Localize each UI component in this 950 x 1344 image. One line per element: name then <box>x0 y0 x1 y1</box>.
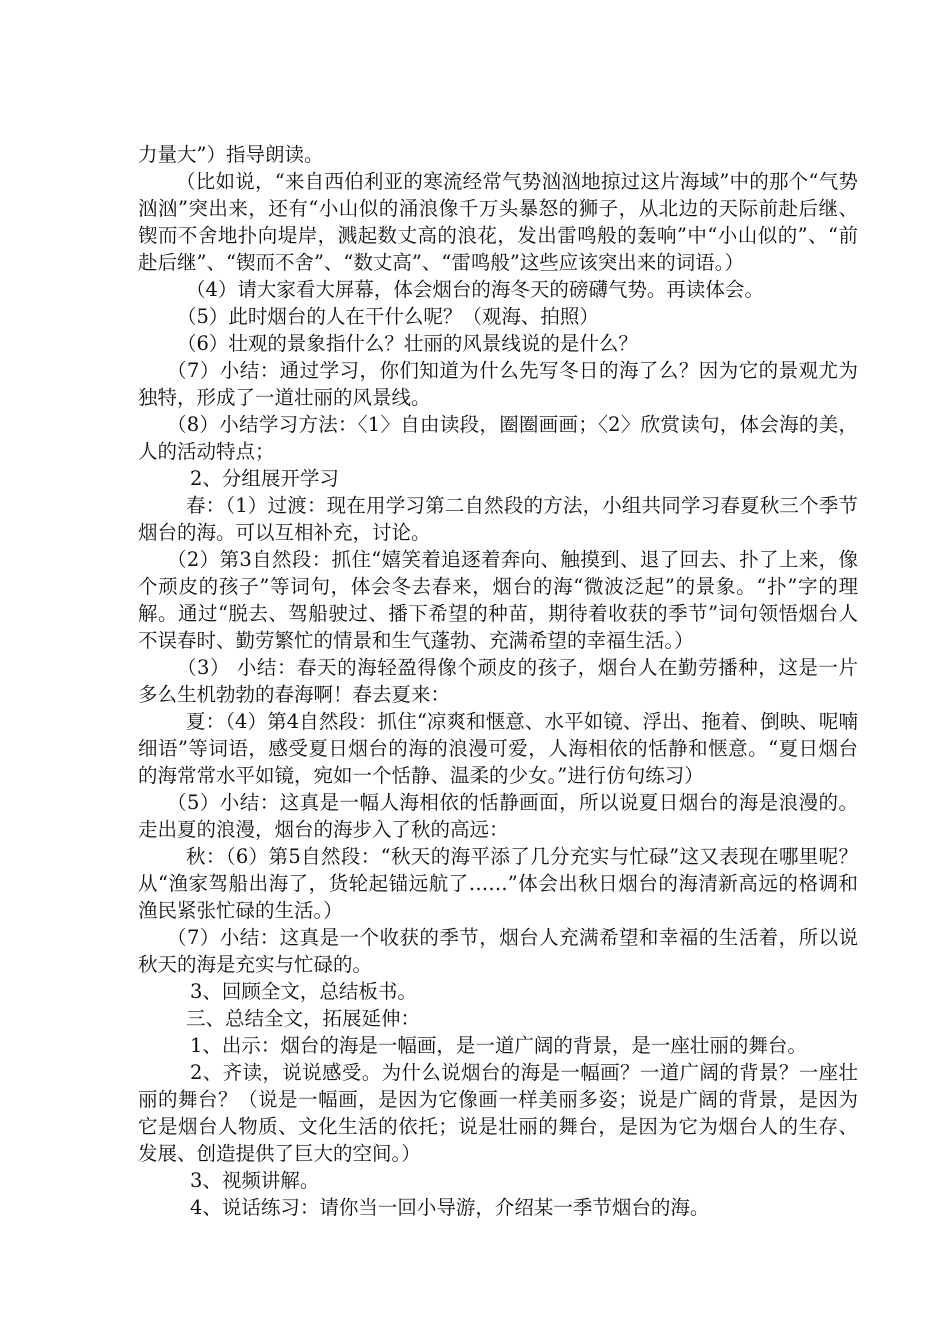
paragraph-1: 力量大”）指导朗读。 <box>138 143 324 166</box>
paragraph-7: （8）小结学习方法：〈1〉自由读段，圈圈画画；〈2〉欣赏读句，体会海的美，人的活动特点； <box>138 413 858 463</box>
paragraph-21: 4、说话练习：请你当一回小导游，介绍某一季节烟台的海。 <box>190 1196 710 1219</box>
paragraph-5: （6）壮观的景象指什么？壮丽的风景线说的是什么？ <box>177 332 638 355</box>
paragraph-9: 春：（1）过渡：现在用学习第二自然段的方法，小组共同学习春夏秋三个季节烟台的海。可以互相补充，讨论。 <box>138 494 858 544</box>
paragraph-11: （3） 小结：春天的海轻盈得像个顽皮的孩子，烟台人在勤劳播种，这是一片多么生机勃勃的春海啊！春去夏来： <box>138 656 858 706</box>
paragraph-20: 3、视频讲解。 <box>190 1169 320 1192</box>
paragraph-19: 2、齐读，说说感受。为什么说烟台的海是一幅画？一道广阔的背景？一座壮丽的舞台？（说是一幅画，是因为它像画一样美丽多姿；说是广阔的背景，是因为它是烟台人物质、文化生活的依托；说是壮丽的舞台，是因为它为烟台人的生存、发展、创造提供了巨大的空间。） <box>138 1061 858 1165</box>
paragraph-10: （2）第3自然段：抓住“嬉笑着追逐着奔向、触摸到、退了回去、扑了上来，像个顽皮的孩子”等词句，体会冬去春来，烟台的海“微波泛起”的景象。“扑”字的理解。通过“脱去、驾船驶过、播下希望的种苗，期待着收获的季节”词句领悟烟台人不误春时、勤劳繁忙的情景和生气蓬勃、充满希望的幸福生活。） <box>138 548 858 652</box>
paragraph-2: （比如说，“来自西伯利亚的寒流经常气势汹汹地掠过这片海域”中的那个“气势汹汹”突出来，还有“小山似的涌浪像千万头暴怒的狮子，从北边的天际前赴后继、锲而不舍地扑向堤岸，溅起数丈高的浪花，发出雷鸣般的轰响”中“小山似的”、“前赴后继”、“锲而不舍”、“数丈高”、“雷鸣般”这些应该突出来的词语。） <box>138 170 858 274</box>
paragraph-3: （4）请大家看大屏幕，体会烟台的海冬天的磅礴气势。再读体会。 <box>186 278 764 301</box>
paragraph-6: （7）小结：通过学习，你们知道为什么先写冬日的海了么？因为它的景观尤为独特，形成了一道壮丽的风景线。 <box>138 359 858 409</box>
paragraph-12: 夏：（4）第4自然段：抓住“凉爽和惬意、水平如镜、浮出、拖着、倒映、呢喃细语”等词语，感受夏日烟台的海的浪漫可爱，人海相依的恬静和惬意。“夏日烟台的海常常水平如镜，宛如一个恬静、温柔的少女。”进行仿句练习） <box>138 710 858 787</box>
paragraph-14: 秋：（6）第5自然段：“秋天的海平添了几分充实与忙碌”这又表现在哪里呢？从“渔家驾船出海了，货轮起锚远航了……”体会出秋日烟台的海清新高远的格调和渔民紧张忙碌的生活。） <box>138 845 858 922</box>
document-page <box>138 141 858 1221</box>
paragraph-18: 1、出示：烟台的海是一幅画，是一道广阔的背景，是一座壮丽的舞台。 <box>190 1034 807 1057</box>
paragraph-16: 3、回顾全文，总结板书。 <box>190 980 417 1003</box>
paragraph-8: 2、分组展开学习 <box>190 467 339 490</box>
paragraph-17: 三、总结全文，拓展延伸： <box>186 1007 421 1030</box>
paragraph-15: （7）小结：这真是一个收获的季节，烟台人充满希望和幸福的生活着，所以说秋天的海是充实与忙碌的。 <box>138 926 858 976</box>
paragraph-13: （5）小结：这真是一幅人海相依的恬静画面，所以说夏日烟台的海是浪漫的。走出夏的浪漫，烟台的海步入了秋的高远： <box>138 791 858 841</box>
paragraph-4: （5）此时烟台的人在干什么呢？（观海、拍照） <box>177 305 599 328</box>
